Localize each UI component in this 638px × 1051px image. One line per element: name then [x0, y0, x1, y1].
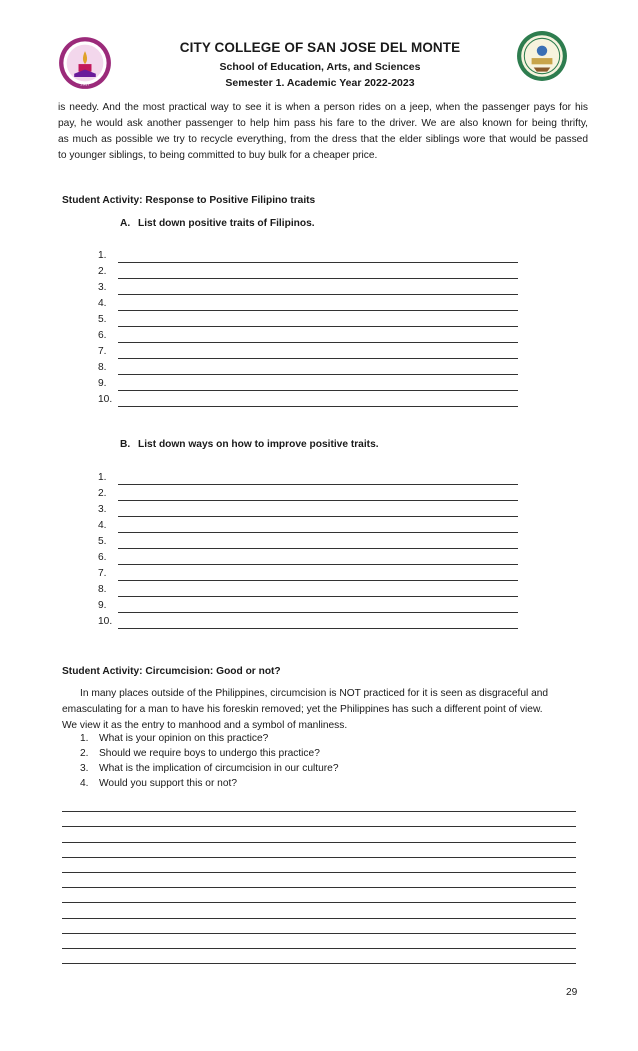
- item-number: 10.: [98, 616, 113, 627]
- item-number: 5.: [98, 314, 107, 325]
- item-number: 1.: [98, 250, 107, 261]
- answer-blank[interactable]: [118, 310, 518, 311]
- answer-line[interactable]: [62, 797, 576, 812]
- item-number: 7.: [98, 346, 107, 357]
- school-name: School of Education, Arts, and Sciences: [219, 61, 421, 73]
- answer-blank[interactable]: [118, 406, 518, 407]
- paragraph-line: We view it as the entry to manhood and a symbol of manliness.: [62, 720, 348, 731]
- activity-title-circumcision: Student Activity: Circumcision: Good or not?: [62, 666, 281, 677]
- item-number: 7.: [98, 568, 107, 579]
- answer-blank[interactable]: [118, 580, 518, 581]
- part-a-title: [120, 218, 315, 229]
- item-number: 2.: [98, 266, 107, 277]
- circumcision-paragraph: [62, 686, 574, 734]
- part-a-letter: A.: [120, 218, 131, 229]
- item-number: 3.: [98, 504, 107, 515]
- item-number: 3.: [98, 282, 107, 293]
- part-b-title: [120, 439, 379, 450]
- blank-list-item: [98, 520, 518, 536]
- semester-line: Semester 1. Academic Year 2022-2023: [225, 77, 415, 89]
- blank-list-item: [98, 346, 518, 362]
- answer-line[interactable]: [62, 873, 576, 888]
- question-item: 3. What is the implication of circumcision in our culture?: [80, 763, 339, 774]
- answer-blank[interactable]: [118, 484, 518, 485]
- blank-list-item: [98, 378, 518, 394]
- answer-blank[interactable]: [118, 548, 518, 549]
- seal-year: 2017: [80, 81, 90, 87]
- answer-blank[interactable]: [118, 262, 518, 263]
- answer-line[interactable]: [62, 949, 576, 964]
- question-list: [80, 731, 339, 791]
- blank-list-item: [98, 488, 518, 504]
- answer-line[interactable]: [62, 843, 576, 858]
- answer-line[interactable]: [62, 888, 576, 903]
- part-b-text: List down ways on how to improve positive traits.: [138, 439, 379, 450]
- blank-list-item: [98, 472, 518, 488]
- blank-list-item: [98, 282, 518, 298]
- item-number: 2.: [98, 488, 107, 499]
- item-number: 8.: [98, 584, 107, 595]
- answer-blank[interactable]: [118, 532, 518, 533]
- answer-blank[interactable]: [118, 326, 518, 327]
- item-number: 10.: [98, 394, 113, 405]
- intro-line: pay, he would ask another passenger to help him pass his fare to the driver. We are also known for being thrifty,: [58, 118, 588, 129]
- part-b-letter: B.: [120, 439, 131, 450]
- answer-blank[interactable]: [118, 278, 518, 279]
- answer-blank[interactable]: [118, 612, 518, 613]
- intro-line: to younger siblings, to being committed to buy bulk for a cheaper price.: [58, 150, 378, 161]
- answer-blank[interactable]: [118, 628, 518, 629]
- part-a-text: List down positive traits of Filipinos.: [138, 218, 315, 229]
- blank-list-item: [98, 250, 518, 266]
- item-number: 5.: [98, 536, 107, 547]
- page-number: 29: [566, 987, 578, 998]
- item-number: 9.: [98, 600, 107, 611]
- paragraph-line: emasculating for a man to have his foreskin removed; yet the Philippines has such a different point of view.: [62, 704, 543, 715]
- answer-blank[interactable]: [118, 596, 518, 597]
- answer-line[interactable]: [62, 812, 576, 827]
- blank-list-item: [98, 584, 518, 600]
- question-item: 1. What is your opinion on this practice?: [80, 733, 269, 744]
- blank-list-item: [98, 536, 518, 552]
- blank-list-item: [98, 600, 518, 616]
- intro-paragraph: [58, 100, 588, 164]
- item-number: 8.: [98, 362, 107, 373]
- college-name: CITY COLLEGE OF SAN JOSE DEL MONTE: [179, 40, 461, 55]
- paragraph-line: In many places outside of the Philippines, circumcision is NOT practiced for it is seen as disgraceful and: [80, 688, 549, 699]
- answer-lines: [62, 797, 576, 964]
- item-number: 4.: [98, 298, 107, 309]
- blank-list-item: [98, 394, 518, 410]
- item-number: 4.: [98, 520, 107, 531]
- blank-list-item: [98, 504, 518, 520]
- blank-list-item: [98, 330, 518, 346]
- answer-line[interactable]: [62, 827, 576, 842]
- positive-traits-list: [98, 250, 518, 410]
- answer-blank[interactable]: [118, 500, 518, 501]
- answer-line[interactable]: [62, 903, 576, 918]
- activity-title-positive-traits: Student Activity: Response to Positive Filipino traits: [62, 195, 316, 206]
- question-item: 4. Would you support this or not?: [80, 778, 237, 789]
- intro-line: is needy. And the most practical way to see it is when a person rides on a jeep, when the passenger pays for his: [58, 102, 588, 113]
- blank-list-item: [98, 298, 518, 314]
- improve-traits-list: [98, 472, 518, 632]
- answer-line[interactable]: [62, 858, 576, 873]
- blank-list-item: [98, 314, 518, 330]
- answer-blank[interactable]: [118, 516, 518, 517]
- question-item: 2. Should we require boys to undergo this practice?: [80, 748, 320, 759]
- blank-list-item: [98, 552, 518, 568]
- blank-list-item: [98, 266, 518, 282]
- item-number: 6.: [98, 552, 107, 563]
- school-seal-logo: [516, 30, 568, 82]
- item-number: 1.: [98, 472, 107, 483]
- answer-line[interactable]: [62, 919, 576, 934]
- item-number: 6.: [98, 330, 107, 341]
- answer-line[interactable]: [62, 934, 576, 949]
- answer-blank[interactable]: [118, 342, 518, 343]
- answer-blank[interactable]: [118, 390, 518, 391]
- answer-blank[interactable]: [118, 564, 518, 565]
- blank-list-item: [98, 616, 518, 632]
- answer-blank[interactable]: [118, 374, 518, 375]
- answer-blank[interactable]: [118, 358, 518, 359]
- item-number: 9.: [98, 378, 107, 389]
- blank-list-item: [98, 362, 518, 378]
- intro-line: as much as possible we try to recycle everything, from the dress that the elder siblings wore that would be passed: [58, 134, 588, 145]
- blank-list-item: [98, 568, 518, 584]
- answer-blank[interactable]: [118, 294, 518, 295]
- college-seal-logo: [58, 36, 112, 90]
